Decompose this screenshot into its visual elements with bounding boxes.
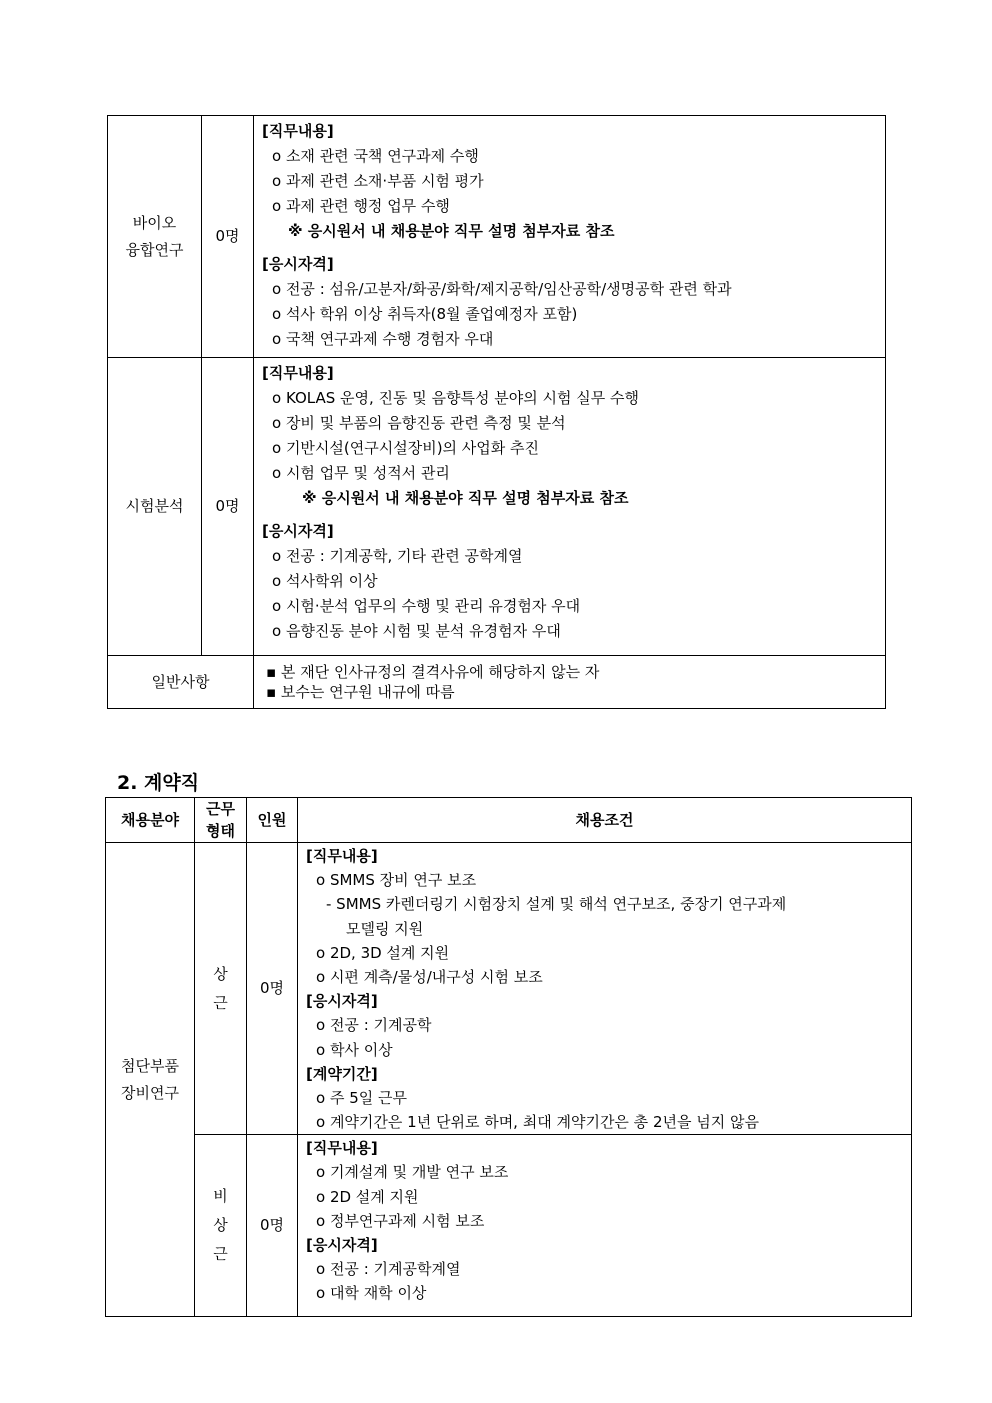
field-label: 첨단부품: [121, 1056, 179, 1075]
duty-header: [직무내용]: [262, 364, 334, 382]
section-title: 2. 계약직: [117, 772, 200, 794]
qualification-item: o 전공 : 섬유/고분자/화공/화학/제지공학/임산공학/생명공학 관련 학과: [272, 280, 732, 298]
field-label: 융합연구: [125, 240, 184, 259]
condition-header: [계약기간]: [306, 1064, 378, 1083]
count-cell: 0명: [202, 116, 254, 358]
header-work-type-line: 형태: [206, 822, 235, 840]
work-type-char: 근: [213, 993, 228, 1012]
conditions-cell: [298, 843, 912, 1135]
general-items-cell: [254, 656, 886, 709]
conditions-cell: [254, 358, 886, 656]
work-type-cell: [195, 843, 247, 1135]
field-cell: [108, 116, 202, 358]
condition-item: - SMMS 카렌더링기 시험장치 설계 및 해석 연구보조, 중장기 연구과제: [326, 895, 787, 914]
qualification-item: o 국책 연구과제 수행 경험자 우대: [272, 330, 494, 348]
recruitment-table-research: [107, 115, 886, 709]
qualification-item: o 음향진동 분야 시험 및 분석 유경험자 우대: [272, 622, 561, 640]
conditions-cell: [298, 1135, 912, 1317]
condition-item: o 전공 : 기계공학계열: [316, 1260, 461, 1279]
qualification-item: o 석사학위 이상: [272, 572, 378, 590]
conditions-cell: [254, 116, 886, 358]
recruitment-table-contract: [105, 797, 912, 1317]
header-conditions: 채용조건: [298, 798, 912, 843]
note-text: ※ 응시원서 내 채용분야 직무 설명 첨부자료 참조: [288, 222, 615, 240]
field-label: 바이오: [132, 213, 177, 232]
condition-item: o 대학 재학 이상: [316, 1284, 427, 1303]
qualification-item: o 시험·분석 업무의 수행 및 관리 유경험자 우대: [272, 597, 581, 615]
header-work-type: [195, 798, 247, 843]
duty-item: o 장비 및 부품의 음향진동 관련 측정 및 분석: [272, 414, 566, 432]
work-type-char: 상: [213, 1216, 228, 1235]
table-header-row: [106, 798, 912, 843]
count-cell: 0명: [247, 843, 298, 1135]
duty-header: [직무내용]: [262, 122, 334, 140]
condition-item: o 2D, 3D 설계 지원: [316, 943, 450, 962]
general-item: ▪ 본 재단 인사규정의 결격사유에 해당하지 않는 자: [266, 663, 600, 681]
condition-item: o 계약기간은 1년 단위로 하며, 최대 계약기간은 총 2년을 넘지 않음: [316, 1113, 759, 1132]
header-work-type-line: 근무: [206, 800, 235, 818]
condition-item: o 2D 설계 지원: [316, 1187, 419, 1206]
condition-item: 모델링 지원: [346, 919, 424, 938]
qualification-header: [응시자격]: [262, 255, 334, 273]
duty-item: o 과제 관련 소재·부품 시험 평가: [272, 172, 484, 190]
field-label: 장비연구: [121, 1083, 179, 1102]
header-field: 채용분야: [106, 798, 195, 843]
condition-item: o 주 5일 근무: [316, 1088, 407, 1107]
qualification-item: o 석사 학위 이상 취득자(8월 졸업예정자 포함): [272, 305, 578, 323]
condition-header: [응시자격]: [306, 1236, 378, 1254]
condition-item: o 학사 이상: [316, 1040, 393, 1059]
condition-header: [직무내용]: [306, 1139, 378, 1158]
work-type-char: 상: [213, 964, 228, 983]
note-text: ※ 응시원서 내 채용분야 직무 설명 첨부자료 참조: [302, 489, 629, 507]
condition-item: o 기계설계 및 개발 연구 보조: [316, 1163, 509, 1182]
condition-header: [직무내용]: [306, 847, 378, 865]
qualification-item: o 전공 : 기계공학, 기타 관련 공학계열: [272, 547, 523, 565]
duty-item: o 소재 관련 국책 연구과제 수행: [272, 147, 479, 165]
condition-item: o 정부연구과제 시험 보조: [316, 1211, 485, 1230]
qualification-header: [응시자격]: [262, 522, 334, 540]
condition-item: o 전공 : 기계공학: [316, 1016, 432, 1035]
table-row: [108, 116, 886, 358]
table-row: [106, 1135, 912, 1317]
work-type-cell: [195, 1135, 247, 1317]
general-item: ▪ 보수는 연구원 내규에 따름: [266, 683, 455, 701]
condition-item: o SMMS 장비 연구 보조: [316, 871, 477, 890]
table-row: [106, 843, 912, 1135]
header-count: 인원: [247, 798, 298, 843]
table-row: [108, 358, 886, 656]
condition-header: [응시자격]: [306, 992, 378, 1011]
duty-item: o 기반시설(연구시설장비)의 사업화 추진: [272, 439, 540, 457]
duty-item: o 시험 업무 및 성적서 관리: [272, 464, 450, 482]
count-cell: 0명: [202, 358, 254, 656]
duty-item: o 과제 관련 행정 업무 수행: [272, 197, 450, 215]
work-type-char: 비: [213, 1187, 228, 1206]
count-cell: 0명: [247, 1135, 298, 1317]
condition-item: o 시편 계측/물성/내구성 시험 보조: [316, 967, 543, 986]
field-cell: 시험분석: [108, 358, 202, 656]
work-type-char: 근: [213, 1245, 228, 1264]
general-label: 일반사항: [108, 656, 254, 709]
field-cell: [106, 843, 195, 1317]
duty-item: o KOLAS 운영, 진동 및 음향특성 분야의 시험 실무 수행: [272, 389, 639, 407]
table-row: [108, 656, 886, 709]
